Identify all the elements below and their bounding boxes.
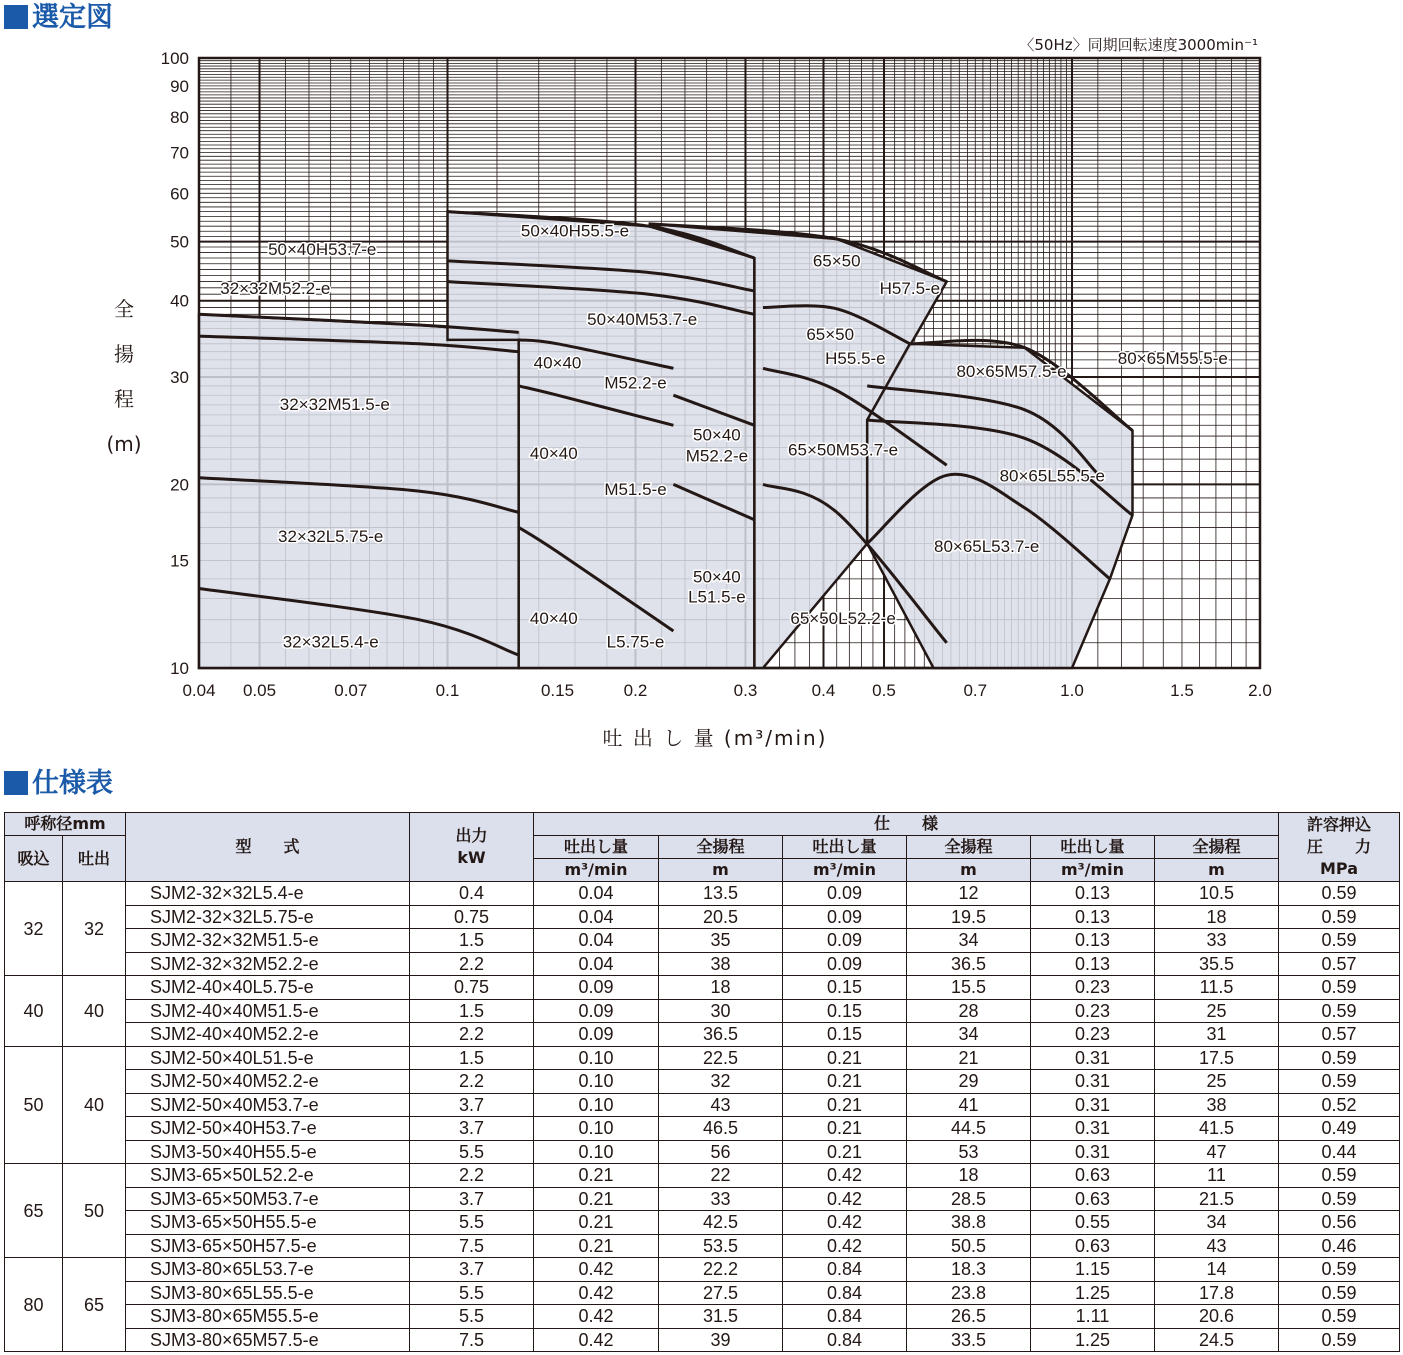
curve-label: M51.5-e — [604, 480, 667, 500]
model-cell: SJM2-32×32M52.2-e — [126, 952, 410, 976]
output-cell: 1.5 — [410, 1046, 534, 1070]
flow-cell: 0.42 — [783, 1164, 907, 1188]
x-tick-label: 0.05 — [242, 681, 277, 700]
flow-cell: 0.15 — [783, 1023, 907, 1047]
head-cell: 44.5 — [907, 1117, 1031, 1141]
flow-cell: 0.21 — [534, 1211, 659, 1235]
curve-label: H55.5-e — [825, 349, 886, 368]
x-tick-label: 1.0 — [1060, 681, 1084, 700]
model-cell: SJM2-40×40M51.5-e — [126, 999, 410, 1023]
heading-square-icon — [4, 771, 28, 795]
curve-label: M52.2-e — [604, 373, 667, 393]
y-tick-label: 20 — [170, 475, 189, 495]
output-cell: 2.2 — [410, 1023, 534, 1047]
head-cell: 21.5 — [1155, 1187, 1279, 1211]
header-model: 型 式 — [126, 813, 410, 882]
y-axis-label-char: 程 — [114, 387, 134, 411]
discharge-bore-cell: 50 — [63, 1164, 126, 1258]
flow-cell: 0.63 — [1031, 1234, 1155, 1258]
flow-cell: 0.04 — [534, 929, 659, 953]
y-tick-label: 30 — [170, 368, 189, 387]
flow-cell: 0.23 — [1031, 976, 1155, 1000]
model-cell: SJM3-80×65L53.7-e — [126, 1258, 410, 1282]
y-tick-label: 70 — [170, 143, 189, 163]
output-cell: 3.7 — [410, 1093, 534, 1117]
discharge-bore-cell: 32 — [63, 882, 126, 976]
output-cell: 5.5 — [410, 1305, 534, 1329]
y-tick-label: 40 — [170, 291, 189, 311]
curve-label: M52.2-e — [685, 446, 749, 466]
header-head-unit: m — [659, 859, 783, 882]
head-cell: 23.8 — [907, 1281, 1031, 1305]
curve-label: 65×50M53.7-e — [788, 440, 899, 460]
flow-cell: 0.21 — [783, 1140, 907, 1164]
curve-label: 50×40 — [693, 425, 741, 445]
table-row — [5, 1070, 1400, 1094]
output-cell: 3.7 — [410, 1187, 534, 1211]
output-cell: 3.7 — [410, 1117, 534, 1141]
y-axis-label — [106, 297, 141, 456]
header-flow: 吐出し量 — [783, 836, 907, 859]
model-cell: SJM3-80×65L55.5-e — [126, 1281, 410, 1305]
chart-note: 〈50Hz〉同期回転速度3000min⁻¹ — [1019, 36, 1258, 54]
head-cell: 14 — [1155, 1258, 1279, 1282]
pressure-cell: 0.56 — [1279, 1211, 1400, 1235]
flow-cell: 0.84 — [783, 1281, 907, 1305]
flow-cell: 0.09 — [783, 882, 907, 906]
pressure-cell: 0.57 — [1279, 1023, 1400, 1047]
pressure-cell: 0.52 — [1279, 1093, 1400, 1117]
model-cell: SJM2-32×32L5.75-e — [126, 905, 410, 929]
curve-label: L51.5-e — [688, 587, 746, 607]
head-cell: 39 — [659, 1328, 783, 1352]
table-row — [5, 929, 1400, 953]
head-cell: 42.5 — [659, 1211, 783, 1235]
curve-label: 50×40 — [693, 567, 741, 587]
x-tick-label: 0.3 — [733, 681, 758, 700]
curve-label: 50×40H53.7-e — [268, 240, 377, 260]
output-cell: 7.5 — [410, 1328, 534, 1352]
head-cell: 11 — [1155, 1164, 1279, 1188]
curve-label: 32×32L5.4-e — [282, 632, 379, 652]
curve-label: 65×50 — [806, 324, 855, 344]
output-cell: 5.5 — [410, 1140, 534, 1164]
y-tick-label: 10 — [170, 659, 189, 678]
pressure-cell: 0.57 — [1279, 952, 1400, 976]
flow-cell: 0.23 — [1031, 1023, 1155, 1047]
head-cell: 25 — [1155, 999, 1279, 1023]
curve-label: 32×32M51.5-e — [279, 394, 390, 414]
head-cell: 25 — [1155, 1070, 1279, 1094]
table-row — [5, 1117, 1400, 1141]
x-tick-label: 0.1 — [435, 681, 460, 700]
head-cell: 36.5 — [907, 952, 1031, 976]
flow-cell: 0.04 — [534, 905, 659, 929]
pressure-cell: 0.59 — [1279, 929, 1400, 953]
head-cell: 18 — [1155, 905, 1279, 929]
flow-cell: 0.09 — [783, 952, 907, 976]
y-tick-label: 60 — [170, 184, 189, 204]
x-tick-label: 0.15 — [540, 681, 575, 700]
pressure-cell: 0.59 — [1279, 1258, 1400, 1282]
flow-cell: 0.04 — [534, 952, 659, 976]
header-head: 全揚程 — [907, 836, 1031, 859]
pressure-cell: 0.59 — [1279, 1070, 1400, 1094]
table-row — [5, 952, 1400, 976]
head-cell: 47 — [1155, 1140, 1279, 1164]
head-cell: 38.8 — [907, 1211, 1031, 1235]
head-cell: 34 — [907, 1023, 1031, 1047]
pressure-cell: 0.59 — [1279, 1281, 1400, 1305]
model-cell: SJM3-65×50M53.7-e — [126, 1187, 410, 1211]
pressure-cell: 0.59 — [1279, 976, 1400, 1000]
selection-chart-heading: 選定図 — [4, 2, 113, 34]
table-row — [5, 1046, 1400, 1070]
model-cell: SJM2-50×40M52.2-e — [126, 1070, 410, 1094]
head-cell: 33 — [1155, 929, 1279, 953]
discharge-bore-cell: 40 — [63, 1046, 126, 1164]
table-row — [5, 999, 1400, 1023]
model-cell: SJM2-50×40M53.7-e — [126, 1093, 410, 1117]
header-bore: 呼称径mm — [5, 813, 126, 836]
y-tick-label: 80 — [170, 108, 189, 128]
curve-label: 65×50L52.2-e — [790, 609, 896, 629]
pressure-cell: 0.59 — [1279, 882, 1400, 906]
pressure-cell: 0.44 — [1279, 1140, 1400, 1164]
curve-label: L5.75-e — [606, 632, 665, 652]
output-cell: 7.5 — [410, 1234, 534, 1258]
header-flow-unit: m³/min — [783, 859, 907, 882]
flow-cell: 0.21 — [783, 1093, 907, 1117]
output-cell: 2.2 — [410, 952, 534, 976]
model-cell: SJM3-65×50H57.5-e — [126, 1234, 410, 1258]
header-flow-unit: m³/min — [1031, 859, 1155, 882]
output-cell: 5.5 — [410, 1211, 534, 1235]
flow-cell: 0.13 — [1031, 952, 1155, 976]
head-cell: 38 — [659, 952, 783, 976]
head-cell: 31 — [1155, 1023, 1279, 1047]
y-tick-label: 50 — [170, 232, 189, 252]
flow-cell: 0.23 — [1031, 999, 1155, 1023]
head-cell: 46.5 — [659, 1117, 783, 1141]
flow-cell: 1.15 — [1031, 1258, 1155, 1282]
head-cell: 12 — [907, 882, 1031, 906]
curve-label: 32×32M52.2-e — [220, 279, 331, 299]
pressure-cell: 0.59 — [1279, 999, 1400, 1023]
flow-cell: 0.15 — [783, 999, 907, 1023]
head-cell: 18 — [907, 1164, 1031, 1188]
pressure-cell: 0.59 — [1279, 905, 1400, 929]
output-cell: 0.75 — [410, 976, 534, 1000]
head-cell: 24.5 — [1155, 1328, 1279, 1352]
model-cell: SJM2-50×40L51.5-e — [126, 1046, 410, 1070]
pressure-cell: 0.59 — [1279, 1164, 1400, 1188]
output-cell: 2.2 — [410, 1070, 534, 1094]
model-cell: SJM3-65×50H55.5-e — [126, 1211, 410, 1235]
curve-label: 50×40H55.5-e — [520, 221, 630, 241]
curve-label: 32×32L5.75-e — [277, 526, 384, 546]
spec-table — [4, 812, 1400, 1352]
flow-cell: 0.10 — [534, 1070, 659, 1094]
flow-cell: 0.42 — [534, 1258, 659, 1282]
discharge-bore-cell: 40 — [63, 976, 126, 1047]
flow-cell: 0.31 — [1031, 1117, 1155, 1141]
model-cell: SJM3-80×65M55.5-e — [126, 1305, 410, 1329]
heading-square-icon — [4, 5, 28, 29]
model-cell: SJM2-32×32L5.4-e — [126, 882, 410, 906]
table-row — [5, 1023, 1400, 1047]
head-cell: 28.5 — [907, 1187, 1031, 1211]
header-head-unit: m — [907, 859, 1031, 882]
flow-cell: 0.21 — [534, 1187, 659, 1211]
table-row — [5, 1328, 1400, 1352]
flow-cell: 1.25 — [1031, 1281, 1155, 1305]
x-tick-label: 1.5 — [1170, 681, 1194, 700]
table-row — [5, 1258, 1400, 1282]
flow-cell: 0.84 — [783, 1258, 907, 1282]
header-head: 全揚程 — [1155, 836, 1279, 859]
head-cell: 17.8 — [1155, 1281, 1279, 1305]
head-cell: 41.5 — [1155, 1117, 1279, 1141]
flow-cell: 1.25 — [1031, 1328, 1155, 1352]
head-cell: 43 — [1155, 1234, 1279, 1258]
head-cell: 21 — [907, 1046, 1031, 1070]
flow-cell: 0.10 — [534, 1046, 659, 1070]
pressure-cell: 0.49 — [1279, 1117, 1400, 1141]
flow-cell: 0.09 — [534, 1023, 659, 1047]
suction-bore-cell: 80 — [5, 1258, 63, 1352]
header-flow: 吐出し量 — [1031, 836, 1155, 859]
output-cell: 1.5 — [410, 929, 534, 953]
head-cell: 33.5 — [907, 1328, 1031, 1352]
flow-cell: 0.42 — [534, 1328, 659, 1352]
y-axis-label-char: (m) — [106, 432, 142, 456]
flow-cell: 0.42 — [534, 1305, 659, 1329]
flow-cell: 0.13 — [1031, 905, 1155, 929]
flow-cell: 0.31 — [1031, 1046, 1155, 1070]
y-axis-label-char: 全 — [114, 297, 134, 321]
discharge-bore-cell: 65 — [63, 1258, 126, 1352]
table-row — [5, 1211, 1400, 1235]
flow-cell: 0.63 — [1031, 1187, 1155, 1211]
curve-label: 50×40M53.7-e — [587, 310, 698, 329]
flow-cell: 0.31 — [1031, 1093, 1155, 1117]
flow-cell: 0.10 — [534, 1093, 659, 1117]
flow-cell: 0.09 — [783, 905, 907, 929]
y-axis-label-char: 揚 — [114, 342, 134, 366]
flow-cell: 1.11 — [1031, 1305, 1155, 1329]
model-cell: SJM2-32×32M51.5-e — [126, 929, 410, 953]
pressure-cell: 0.59 — [1279, 1187, 1400, 1211]
head-cell: 22.2 — [659, 1258, 783, 1282]
y-tick-label: 15 — [170, 551, 189, 571]
flow-cell: 0.09 — [534, 999, 659, 1023]
head-cell: 22 — [659, 1164, 783, 1188]
output-cell: 3.7 — [410, 1258, 534, 1282]
y-tick-label: 90 — [170, 76, 189, 96]
curve-label: 65×50 — [812, 251, 861, 271]
x-tick-label: 0.4 — [811, 681, 836, 700]
flow-cell: 0.42 — [783, 1187, 907, 1211]
output-cell: 1.5 — [410, 999, 534, 1023]
head-cell: 28 — [907, 999, 1031, 1023]
spec-table-heading: 仕様表 — [4, 768, 113, 800]
head-cell: 35.5 — [1155, 952, 1279, 976]
flow-cell: 0.21 — [534, 1234, 659, 1258]
spec-table-body — [5, 882, 1400, 1352]
model-cell: SJM2-40×40M52.2-e — [126, 1023, 410, 1047]
head-cell: 53 — [907, 1140, 1031, 1164]
suction-bore-cell: 65 — [5, 1164, 63, 1258]
curve-label: 40×40 — [529, 444, 578, 464]
table-row — [5, 1281, 1400, 1305]
curve-label: 80×65M55.5-e — [1117, 349, 1228, 368]
head-cell: 31.5 — [659, 1305, 783, 1329]
header-spec: 仕 様 — [534, 813, 1279, 836]
header-pressure: 許容押込 圧 力 MPa — [1279, 813, 1400, 882]
head-cell: 53.5 — [659, 1234, 783, 1258]
header-discharge: 吐出 — [63, 836, 126, 882]
head-cell: 20.5 — [659, 905, 783, 929]
flow-cell: 0.84 — [783, 1305, 907, 1329]
pressure-cell: 0.59 — [1279, 1328, 1400, 1352]
flow-cell: 0.42 — [534, 1281, 659, 1305]
table-row — [5, 1234, 1400, 1258]
head-cell: 13.5 — [659, 882, 783, 906]
flow-cell: 0.42 — [783, 1211, 907, 1235]
head-cell: 34 — [907, 929, 1031, 953]
header-head-unit: m — [1155, 859, 1279, 882]
header-suction: 吸込 — [5, 836, 63, 882]
head-cell: 56 — [659, 1140, 783, 1164]
suction-bore-cell: 40 — [5, 976, 63, 1047]
curve-label: 80×65L55.5-e — [999, 466, 1106, 486]
head-cell: 33 — [659, 1187, 783, 1211]
flow-cell: 0.09 — [534, 976, 659, 1000]
curve-label: 80×65M57.5-e — [956, 362, 1067, 381]
x-tick-label: 0.04 — [182, 681, 216, 700]
flow-cell: 0.31 — [1031, 1070, 1155, 1094]
model-cell: SJM3-50×40H55.5-e — [126, 1140, 410, 1164]
head-cell: 35 — [659, 929, 783, 953]
head-cell: 15.5 — [907, 976, 1031, 1000]
header-flow-unit: m³/min — [534, 859, 659, 882]
model-cell: SJM3-80×65M57.5-e — [126, 1328, 410, 1352]
flow-cell: 0.21 — [783, 1117, 907, 1141]
curve-label: 80×65L53.7-e — [933, 536, 1040, 556]
head-cell: 30 — [659, 999, 783, 1023]
selection-region — [199, 314, 519, 668]
x-tick-label: 0.07 — [334, 681, 368, 700]
curve-label: 40×40 — [533, 353, 582, 373]
head-cell: 41 — [907, 1093, 1031, 1117]
curve-label: 40×40 — [529, 609, 578, 629]
pressure-cell: 0.59 — [1279, 1305, 1400, 1329]
table-row — [5, 976, 1400, 1000]
head-cell: 32 — [659, 1070, 783, 1094]
model-cell: SJM3-65×50L52.2-e — [126, 1164, 410, 1188]
head-cell: 20.6 — [1155, 1305, 1279, 1329]
flow-cell: 0.10 — [534, 1117, 659, 1141]
pressure-cell: 0.59 — [1279, 1046, 1400, 1070]
flow-cell: 0.31 — [1031, 1140, 1155, 1164]
head-cell: 27.5 — [659, 1281, 783, 1305]
flow-cell: 0.04 — [534, 882, 659, 906]
head-cell: 17.5 — [1155, 1046, 1279, 1070]
table-row — [5, 882, 1400, 906]
header-head: 全揚程 — [659, 836, 783, 859]
head-cell: 10.5 — [1155, 882, 1279, 906]
output-cell: 5.5 — [410, 1281, 534, 1305]
header-flow: 吐出し量 — [534, 836, 659, 859]
output-cell: 2.2 — [410, 1164, 534, 1188]
y-tick-label: 100 — [160, 49, 189, 68]
table-row — [5, 1164, 1400, 1188]
x-tick-label: 0.5 — [872, 681, 896, 700]
head-cell: 50.5 — [907, 1234, 1031, 1258]
table-row — [5, 1305, 1400, 1329]
table-row — [5, 1140, 1400, 1164]
suction-bore-cell: 50 — [5, 1046, 63, 1164]
head-cell: 29 — [907, 1070, 1031, 1094]
selection-chart — [0, 30, 1403, 770]
x-tick-label: 2.0 — [1248, 681, 1272, 700]
head-cell: 18 — [659, 976, 783, 1000]
head-cell: 34 — [1155, 1211, 1279, 1235]
head-cell: 18.3 — [907, 1258, 1031, 1282]
flow-cell: 0.55 — [1031, 1211, 1155, 1235]
x-axis-label: 吐 出 し 量 (m³/min) — [602, 726, 828, 750]
flow-cell: 0.10 — [534, 1140, 659, 1164]
suction-bore-cell: 32 — [5, 882, 63, 976]
head-cell: 43 — [659, 1093, 783, 1117]
head-cell: 11.5 — [1155, 976, 1279, 1000]
output-cell: 0.75 — [410, 905, 534, 929]
head-cell: 26.5 — [907, 1305, 1031, 1329]
flow-cell: 0.21 — [783, 1046, 907, 1070]
header-output: 出力 kW — [410, 813, 534, 882]
pressure-cell: 0.46 — [1279, 1234, 1400, 1258]
flow-cell: 0.09 — [783, 929, 907, 953]
x-tick-label: 0.2 — [623, 681, 648, 700]
flow-cell: 0.42 — [783, 1234, 907, 1258]
head-cell: 38 — [1155, 1093, 1279, 1117]
head-cell: 22.5 — [659, 1046, 783, 1070]
flow-cell: 0.63 — [1031, 1164, 1155, 1188]
table-row — [5, 905, 1400, 929]
flow-cell: 0.21 — [783, 1070, 907, 1094]
table-row — [5, 1093, 1400, 1117]
head-cell: 36.5 — [659, 1023, 783, 1047]
flow-cell: 0.13 — [1031, 882, 1155, 906]
flow-cell: 0.21 — [534, 1164, 659, 1188]
flow-cell: 0.13 — [1031, 929, 1155, 953]
flow-cell: 0.84 — [783, 1328, 907, 1352]
model-cell: SJM2-50×40H53.7-e — [126, 1117, 410, 1141]
model-cell: SJM2-40×40L5.75-e — [126, 976, 410, 1000]
curve-label: H57.5-e — [879, 279, 941, 299]
head-cell: 19.5 — [907, 905, 1031, 929]
x-tick-label: 0.7 — [963, 681, 988, 700]
table-row — [5, 1187, 1400, 1211]
flow-cell: 0.15 — [783, 976, 907, 1000]
output-cell: 0.4 — [410, 882, 534, 906]
